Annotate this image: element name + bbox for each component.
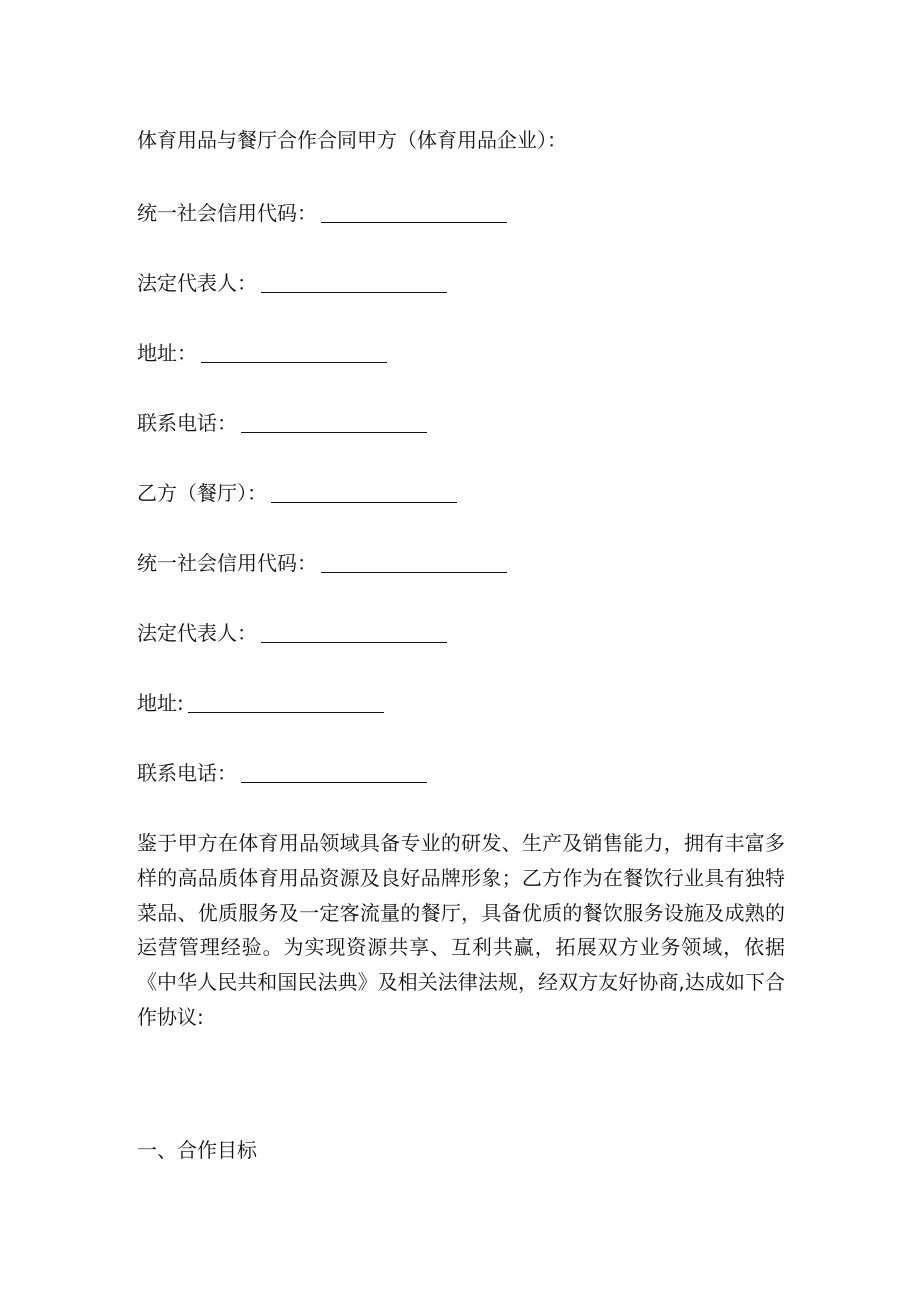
- party-b-legal-rep-row: [137, 619, 447, 647]
- party-a-phone-row: [137, 409, 427, 437]
- contract-title-text: 体育用品与餐厅合作合同甲方（体育用品企业）：: [137, 128, 567, 152]
- party-a-address-row: [137, 339, 387, 367]
- party-a-phone-label: 联系电话：: [137, 411, 237, 435]
- party-a-legal-rep-blank[interactable]: [261, 272, 447, 293]
- party-a-credit-code-blank[interactable]: [321, 202, 507, 223]
- party-b-legal-rep-label: 法定代表人：: [137, 621, 257, 645]
- party-b-credit-code-row: [137, 549, 507, 577]
- party-a-address-label: 地址：: [137, 341, 197, 365]
- party-a-legal-rep-label: 法定代表人：: [137, 271, 257, 295]
- preamble-paragraph: 鉴于甲方在体育用品领域具备专业的研发、生产及销售能力，拥有丰富多样的高品质体育用品资源及良好品牌形象；乙方作为在餐饮行业具有独特菜品、优质服务及一定客流量的餐厅，具备优质的餐饮服务设施及成熟的运营管理经验。为实现资源共享、互利共赢，拓展双方业务领域，依据《中华人民共和国民法典》及相关法律法规，经双方友好协商,达成如下合作协议:: [137, 831, 785, 1029]
- party-b-address-row: [137, 689, 384, 717]
- party-a-credit-code-row: [137, 199, 507, 227]
- party-b-phone-row: [137, 759, 427, 787]
- party-a-phone-blank[interactable]: [241, 412, 427, 433]
- contract-title-line: [137, 126, 567, 154]
- party-b-address-label: 地址:: [137, 691, 184, 715]
- party-b-name-blank[interactable]: [271, 482, 457, 503]
- party-b-address-blank[interactable]: [188, 692, 384, 713]
- party-a-credit-code-label: 统一社会信用代码：: [137, 201, 317, 225]
- party-b-phone-label: 联系电话：: [137, 761, 237, 785]
- section-1-heading: 一、合作目标: [137, 1138, 257, 1162]
- party-a-legal-rep-row: [137, 269, 447, 297]
- party-b-heading-label: 乙方（餐厅）：: [137, 481, 267, 505]
- party-b-phone-blank[interactable]: [241, 762, 427, 783]
- party-b-credit-code-blank[interactable]: [321, 552, 507, 573]
- party-b-legal-rep-blank[interactable]: [261, 622, 447, 643]
- party-b-credit-code-label: 统一社会信用代码：: [137, 551, 317, 575]
- party-b-heading-row: [137, 479, 457, 507]
- party-a-address-blank[interactable]: [201, 342, 387, 363]
